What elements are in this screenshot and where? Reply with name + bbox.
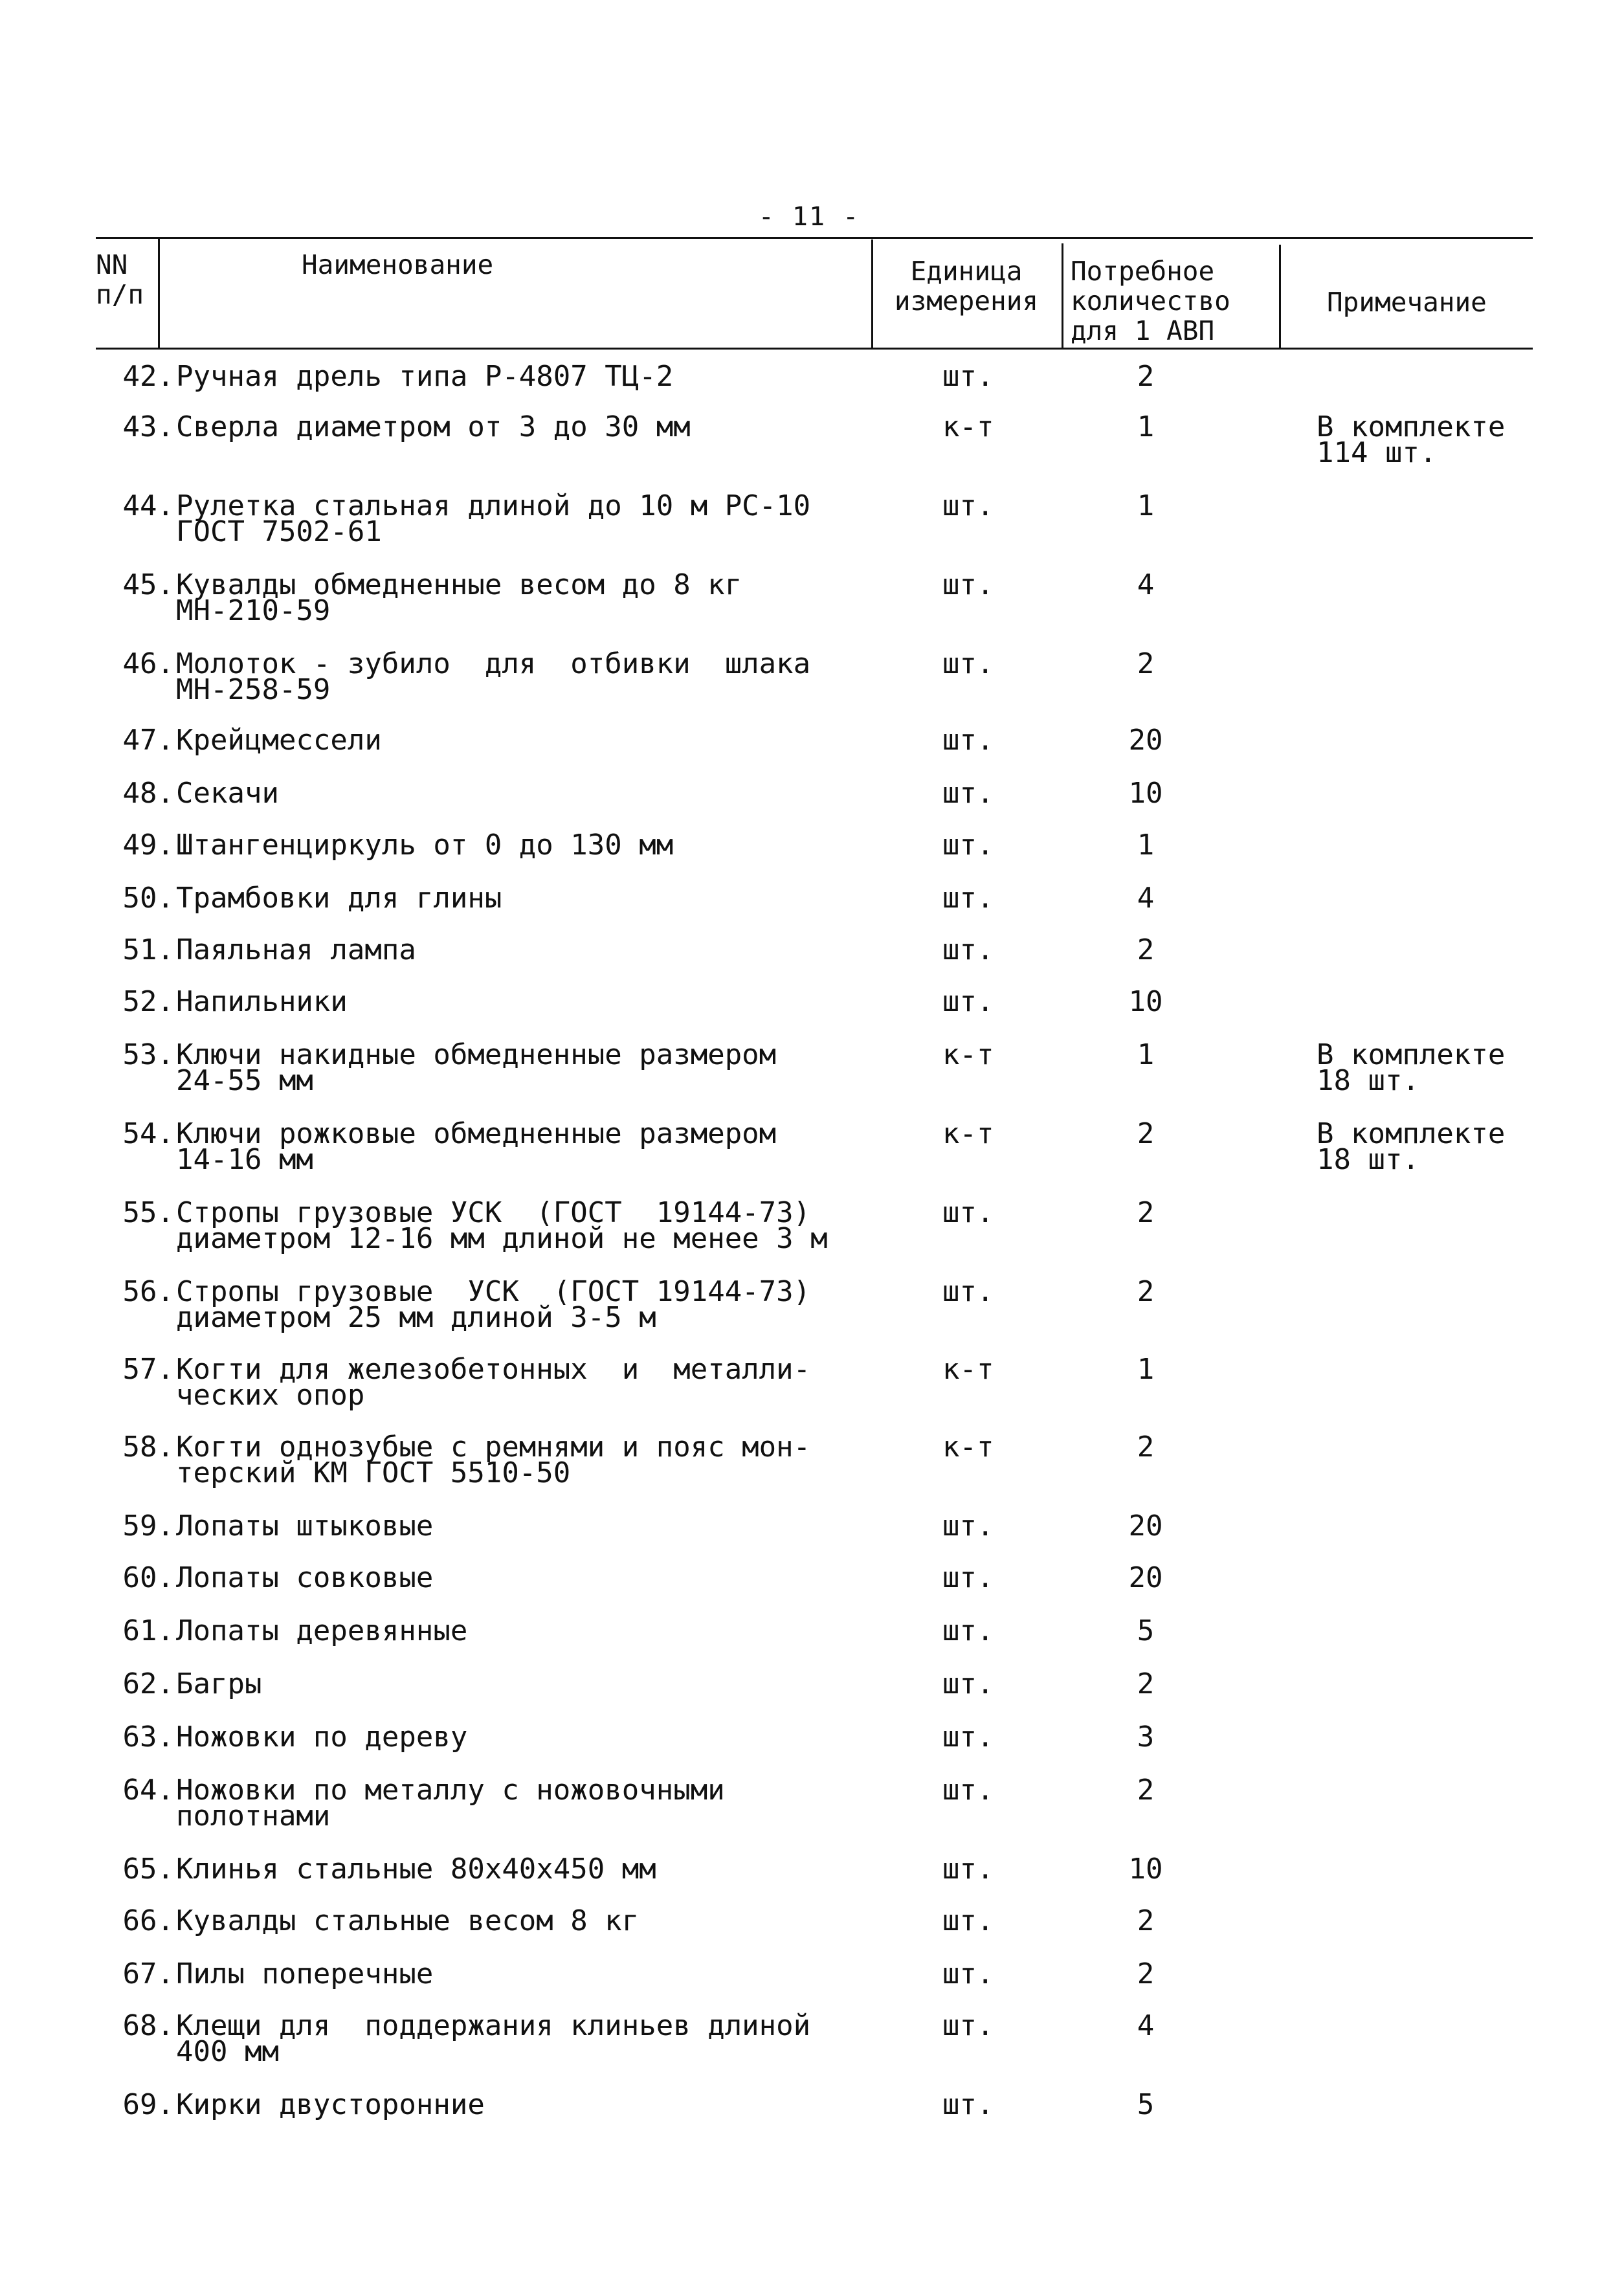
row-number: 63. (122, 1721, 174, 1754)
header-unit: Единица измерения (894, 256, 1039, 317)
row-number: 47. (122, 724, 174, 757)
item-name: Лопаты деревянные (176, 1614, 468, 1647)
item-quantity: 20 (1128, 724, 1163, 757)
item-unit: шт. (942, 568, 994, 601)
row-number: 54. (122, 1117, 174, 1150)
item-quantity: 4 (1137, 2009, 1155, 2042)
row-number: 58. (122, 1431, 174, 1464)
item-quantity: 2 (1137, 1196, 1155, 1229)
item-quantity: 2 (1137, 1774, 1155, 1807)
row-number: 69. (122, 2088, 174, 2121)
item-quantity: 10 (1128, 1853, 1163, 1886)
item-unit: шт. (942, 489, 994, 522)
item-quantity: 5 (1137, 2088, 1155, 2121)
item-name: Клещи для поддержания клиньев длиной 400 мм (176, 2009, 811, 2068)
header-divider-3 (1062, 243, 1063, 350)
item-name: Пилы поперечные (176, 1957, 434, 1990)
item-name: Молоток - зубило для отбивки шлака МН-258-59 (176, 647, 811, 706)
item-name: Ручная дрель типа Р-4807 ТЦ-2 (176, 360, 674, 393)
item-name: Лопаты штыковые (176, 1509, 434, 1542)
header-divider-4 (1279, 245, 1281, 350)
item-unit: шт. (942, 1853, 994, 1886)
row-number: 56. (122, 1275, 174, 1308)
header-name: Наименование (302, 249, 494, 280)
item-quantity: 2 (1137, 1431, 1155, 1464)
row-number: 53. (122, 1038, 174, 1071)
table-header (0, 0, 1624, 362)
item-quantity: 1 (1137, 410, 1155, 443)
header-divider-1 (158, 237, 160, 350)
item-name: Когти для железобетонных и металли- ческих опор (176, 1353, 811, 1412)
item-name: Когти однозубые с ремнями и пояс мон- терский КМ ГОСТ 5510-50 (176, 1431, 811, 1489)
item-unit: к-т (942, 1117, 994, 1150)
item-quantity: 10 (1128, 777, 1163, 810)
item-name: Кирки двусторонние (176, 2088, 485, 2121)
item-unit: шт. (942, 1721, 994, 1754)
row-number: 43. (122, 410, 174, 443)
item-unit: шт. (942, 1957, 994, 1990)
header-divider-2 (871, 239, 873, 350)
row-number: 46. (122, 647, 174, 680)
row-number: 48. (122, 777, 174, 810)
item-quantity: 20 (1128, 1509, 1163, 1542)
item-name: Сверла диаметром от 3 до 30 мм (176, 410, 691, 443)
row-number: 52. (122, 985, 174, 1018)
item-quantity: 1 (1137, 1353, 1155, 1386)
item-quantity: 1 (1137, 1038, 1155, 1071)
item-note: В комплекте 18 шт. (1317, 1117, 1506, 1176)
item-unit: шт. (942, 647, 994, 680)
row-number: 44. (122, 489, 174, 522)
item-unit: шт. (942, 1904, 994, 1937)
item-quantity: 10 (1128, 985, 1163, 1018)
row-number: 62. (122, 1667, 174, 1700)
row-number: 68. (122, 2009, 174, 2042)
row-number: 50. (122, 882, 174, 915)
item-name: Ключи накидные обмедненные размером 24-55 мм (176, 1038, 777, 1097)
item-quantity: 2 (1137, 1667, 1155, 1700)
item-name: Паяльная лампа (176, 933, 416, 966)
item-name: Стропы грузовые УСК (ГОСТ 19144-73) диаметром 25 мм длиной 3-5 м (176, 1275, 811, 1334)
row-number: 65. (122, 1853, 174, 1886)
item-unit: шт. (942, 1561, 994, 1594)
row-number: 67. (122, 1957, 174, 1990)
item-name: Ключи рожковые обмедненные размером 14-16 мм (176, 1117, 777, 1176)
row-number: 64. (122, 1774, 174, 1807)
item-name: Трамбовки для глины (176, 882, 502, 915)
item-quantity: 2 (1137, 647, 1155, 680)
item-unit: шт. (942, 2009, 994, 2042)
item-note: В комплекте 114 шт. (1317, 410, 1506, 469)
item-quantity: 1 (1137, 489, 1155, 522)
row-number: 59. (122, 1509, 174, 1542)
item-note: В комплекте 18 шт. (1317, 1038, 1506, 1097)
item-name: Рулетка стальная длиной до 10 м РС-10 ГОСТ 7502-61 (176, 489, 811, 548)
item-name: Крейцмессели (176, 724, 382, 757)
header-bottom-rule (96, 348, 1533, 350)
item-unit: шт. (942, 1667, 994, 1700)
item-unit: к-т (942, 410, 994, 443)
item-name: Лопаты совковые (176, 1561, 434, 1594)
item-unit: шт. (942, 985, 994, 1018)
row-number: 55. (122, 1196, 174, 1229)
item-unit: шт. (942, 829, 994, 862)
item-quantity: 4 (1137, 882, 1155, 915)
item-name: Ножовки по дереву (176, 1721, 468, 1754)
item-name: Штангенциркуль от 0 до 130 мм (176, 829, 674, 862)
item-unit: шт. (942, 1509, 994, 1542)
item-unit: к-т (942, 1431, 994, 1464)
row-number: 51. (122, 933, 174, 966)
item-quantity: 2 (1137, 933, 1155, 966)
item-unit: к-т (942, 1038, 994, 1071)
row-number: 57. (122, 1353, 174, 1386)
item-quantity: 2 (1137, 1275, 1155, 1308)
item-name: Кувалды стальные весом 8 кг (176, 1904, 640, 1937)
header-qty: Потребное количество для 1 АВП (1071, 256, 1230, 346)
item-quantity: 1 (1137, 829, 1155, 862)
item-quantity: 2 (1137, 1957, 1155, 1990)
item-unit: шт. (942, 360, 994, 393)
item-unit: шт. (942, 882, 994, 915)
item-unit: шт. (942, 1774, 994, 1807)
item-quantity: 3 (1137, 1721, 1155, 1754)
item-name: Кувалды обмедненные весом до 8 кг МН-210-59 (176, 568, 742, 627)
item-name: Багры (176, 1667, 262, 1700)
item-unit: к-т (942, 1353, 994, 1386)
item-unit: шт. (942, 1196, 994, 1229)
row-number: 49. (122, 829, 174, 862)
page-number: - 11 - (758, 202, 860, 232)
item-name: Секачи (176, 777, 279, 810)
item-quantity: 2 (1137, 1904, 1155, 1937)
item-unit: шт. (942, 777, 994, 810)
item-quantity: 2 (1137, 360, 1155, 393)
row-number: 61. (122, 1614, 174, 1647)
item-quantity: 4 (1137, 568, 1155, 601)
row-number: 66. (122, 1904, 174, 1937)
row-number: 42. (122, 360, 174, 393)
item-quantity: 20 (1128, 1561, 1163, 1594)
item-quantity: 5 (1137, 1614, 1155, 1647)
header-note: Примечание (1327, 287, 1487, 318)
item-name: Клинья стальные 80х40х450 мм (176, 1853, 656, 1886)
item-name: Стропы грузовые УСК (ГОСТ 19144-73) диаметром 12-16 мм длиной не менее 3 м (176, 1196, 828, 1255)
item-name: Ножовки по металлу с ножовочными полотнами (176, 1774, 725, 1832)
item-unit: шт. (942, 724, 994, 757)
item-quantity: 2 (1137, 1117, 1155, 1150)
item-unit: шт. (942, 1614, 994, 1647)
row-number: 60. (122, 1561, 174, 1594)
header-top-rule (96, 237, 1533, 239)
row-number: 45. (122, 568, 174, 601)
item-unit: шт. (942, 2088, 994, 2121)
item-unit: шт. (942, 933, 994, 966)
item-unit: шт. (942, 1275, 994, 1308)
item-name: Напильники (176, 985, 348, 1018)
header-num: NN п/п (96, 249, 144, 310)
